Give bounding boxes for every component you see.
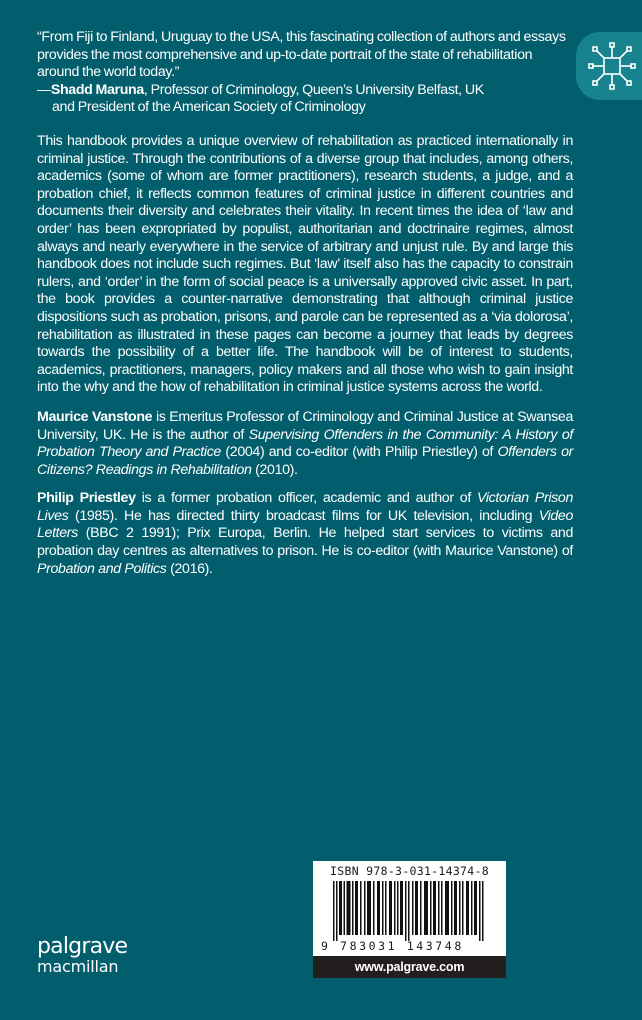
bio-text: (2010). (251, 461, 298, 478)
publisher-logo (37, 936, 127, 976)
logo-palgrave: palgrave (37, 934, 128, 959)
bio-text: (2016). (166, 560, 213, 577)
isbn-label: ISBN 978-3-031-14374-8 (330, 864, 489, 878)
barcode-icon (333, 881, 487, 941)
author-name: Maurice Vanstone (37, 408, 153, 425)
body-text (37, 133, 573, 589)
bio-text: is Emeritus Professor of Criminology and Criminal Justice at Swansea University, UK. He is the author of (37, 408, 573, 443)
author-bio-vanstone (37, 409, 573, 479)
quote-affiliation-2: and President of the American Society of Criminology (52, 99, 366, 116)
bio-text: is a former probation officer, academic and author of (135, 490, 478, 507)
bio-text: (1985). He has directed thirty broadcast films for UK television, including (68, 507, 539, 524)
quote-author: Shadd Maruna (50, 81, 144, 98)
quote-attribution (37, 82, 577, 100)
bio-text: (2004) and co-editor (with Philip Priestley) of (220, 444, 498, 461)
isbn-digits: 9 783031 143748 (321, 939, 464, 953)
book-title: Offenders or Citizens? Readings in Rehabilitation (37, 444, 573, 478)
film-title: Video Letters (37, 507, 573, 542)
book-title: Probation and Politics (37, 560, 167, 577)
author-name: Philip Priestley (37, 490, 136, 507)
endorsement-quote (37, 29, 577, 117)
book-description: This handbook provides a unique overview of rehabilitation as practiced internationally in criminal justice. Through the contributions of a diverse group that includes, among others, academics (some of whom are former practitioners), research students, a judge, and a probation chief, it reflects common features of criminal justice in different countries and documents their diversity and celebrates their vitality. In recent times the idea of ‘law and order’ has been expropriated by populist, authoritarian and doctrinaire regimes, almost always and nearly everywhere in the service of arbitrary and unjust rule. By and large this handbook does not include such regimes. But ‘law’ itself also has the capacity to constrain rulers, and ‘order’ in the form of social peace is a universally approved civic asset. In part, the book provides a counter-narrative demonstrating that although criminal justice dispositions such as probation, prisons, and parole can be represented as a ‘via dolorosa’, rehabilitation as illustrated in these pages can become a journey that leads by degrees towards the possibility of a better life. The handbook will be of interest to students, academics, practitioners, managers, policy makers and all those who wish to gain insight into the why and the how of rehabilitation in criminal justice systems across the world. (37, 133, 573, 396)
bio-text: (BBC 2 1991); Prix Europa, Berlin. He helped start services to victims and probation day centres as alternatives to prison. He is co-editor (with Maurice Vanstone) of (37, 525, 573, 560)
publisher-url[interactable]: www.palgrave.com (313, 956, 506, 978)
series-tab (576, 32, 642, 100)
circuit-chip-icon (586, 40, 638, 92)
author-bio-priestley (37, 490, 573, 578)
isbn-barcode-box (313, 861, 506, 978)
logo-macmillan: macmillan (37, 957, 119, 976)
book-title: Supervising Offenders in the Community: A History of Probation Theory and Practice (37, 426, 573, 461)
quote-text: “From Fiji to Finland, Uruguay to the USA, this fascinating collection of authors and essays provides the most comprehensive and up-to-date portrait of the state of rehabilitation around the world today.” (37, 29, 566, 81)
quote-affiliation: , Professor of Criminology, Queen’s University Belfast, UK (143, 81, 484, 98)
em-dash: — (37, 81, 51, 98)
book-title: Victorian Prison Lives (37, 490, 574, 524)
